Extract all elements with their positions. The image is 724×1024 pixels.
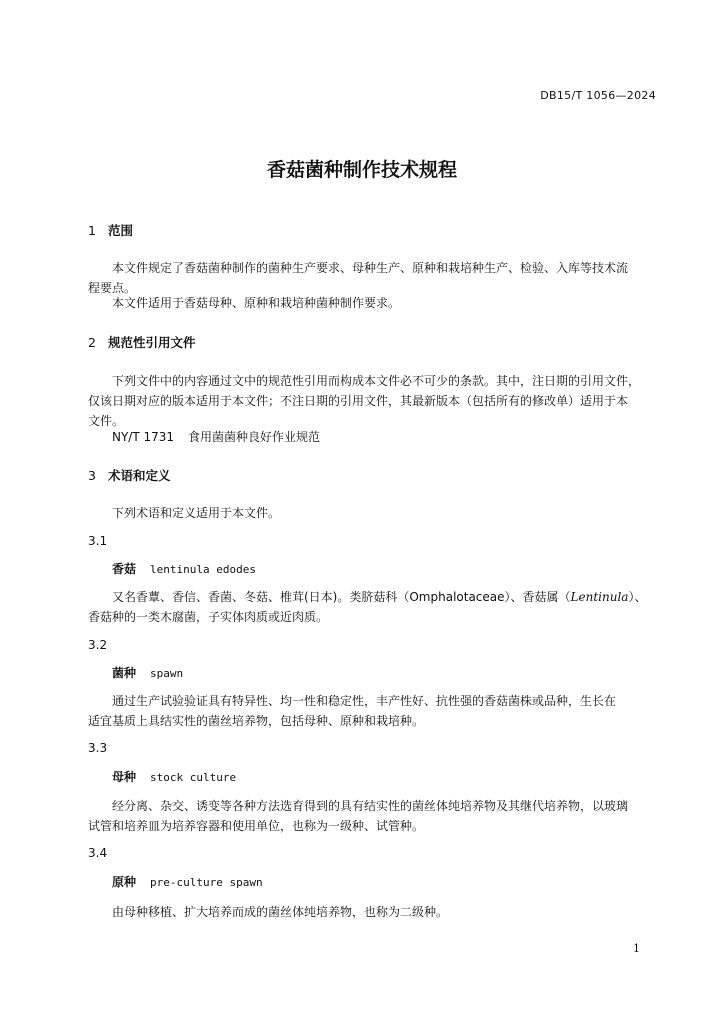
text-segment: 又名香蕈、香信、香菌、冬菇、椎茸(日本)。类脐菇科（Omphalotaceae）、香菇属（ — [112, 590, 571, 604]
section-1-heading — [88, 221, 133, 239]
italic-genus: Lentinula — [570, 590, 629, 604]
text-line: 适宜基质上具结实性的菌丝培养物，包括母种、原种和栽培种。 — [88, 714, 425, 728]
text-line: 本文件适用于香菇母种、原种和栽培种菌种制作要求。 — [112, 296, 401, 310]
text-line: 下列文件中的内容通过文中的规范性引用而构成本文件必不可少的条款。其中，注日期的引用文件， — [112, 374, 641, 388]
section-title: 范围 — [108, 223, 134, 238]
section-2-paragraph-1 — [88, 371, 656, 431]
term-english: lentinula edodes — [150, 563, 256, 576]
term-heading — [112, 768, 236, 785]
term-chinese: 母种 — [112, 770, 137, 784]
term-definition — [88, 691, 656, 731]
section-2-heading — [88, 333, 196, 351]
term-heading — [112, 560, 256, 577]
term-definition — [88, 902, 656, 922]
text-line: 程要点。 — [88, 281, 137, 295]
term-chinese: 菌种 — [112, 666, 137, 680]
reference-title: 食用菌菌种良好作业规范 — [188, 430, 321, 444]
text-line: 仅该日期对应的版本适用于本文件；不注日期的引用文件，其最新版本（包括所有的修改单）适用于本 — [88, 394, 629, 408]
section-title: 术语和定义 — [108, 468, 171, 483]
text-line: 下列术语和定义适用于本文件。 — [112, 506, 281, 520]
section-3-intro — [88, 503, 656, 523]
term-definition — [88, 587, 656, 627]
text-segment: ）、 — [628, 590, 647, 604]
page-number: 1 — [633, 942, 640, 955]
term-heading — [112, 664, 183, 681]
term-number: 3.2 — [88, 638, 108, 652]
document-title: 香菇菌种制作技术规程 — [266, 159, 457, 181]
section-number: 2 — [88, 335, 96, 350]
term-heading — [112, 873, 263, 890]
section-3-heading — [88, 466, 171, 484]
term-english: spawn — [150, 667, 184, 680]
section-1-paragraph-1 — [88, 258, 656, 298]
text-line: 经分离、杂交、诱变等各种方法选育得到的具有结实性的菌丝体纯培养物及其继代培养物，以玻璃 — [112, 799, 629, 813]
text-line: 由母种移植、扩大培养而成的菌丝体纯培养物，也称为二级种。 — [112, 905, 449, 919]
term-english: stock culture — [150, 771, 237, 784]
normative-reference — [88, 427, 656, 447]
term-number: 3.1 — [88, 534, 108, 548]
text-line: 香菇种的一类木腐菌，子实体肉质或近肉质。 — [88, 610, 329, 624]
term-chinese: 香菇 — [112, 562, 137, 576]
term-number: 3.3 — [88, 741, 108, 755]
term-definition — [88, 796, 656, 836]
reference-code: NY/T 1731 — [112, 430, 175, 444]
text-line: 通过生产试验验证具有特异性、均一性和稳定性，丰产性好、抗性强的香菇菌株或品种，生长在 — [112, 694, 617, 708]
term-english: pre-culture spawn — [150, 876, 263, 889]
section-number: 1 — [88, 223, 96, 238]
term-number: 3.4 — [88, 846, 108, 860]
text-line: 文件。 — [88, 414, 125, 428]
term-chinese: 原种 — [112, 875, 137, 889]
text-line: 试管和培养皿为培养容器和使用单位，也称为一级种、试管种。 — [88, 819, 425, 833]
text-line: 本文件规定了香菇菌种制作的菌种生产要求、母种生产、原种和栽培种生产、检验、入库等技术流 — [112, 261, 629, 275]
section-number: 3 — [88, 468, 96, 483]
section-1-paragraph-2 — [88, 293, 656, 313]
standard-code: DB15/T 1056—2024 — [540, 89, 656, 102]
section-title: 规范性引用文件 — [108, 335, 196, 350]
